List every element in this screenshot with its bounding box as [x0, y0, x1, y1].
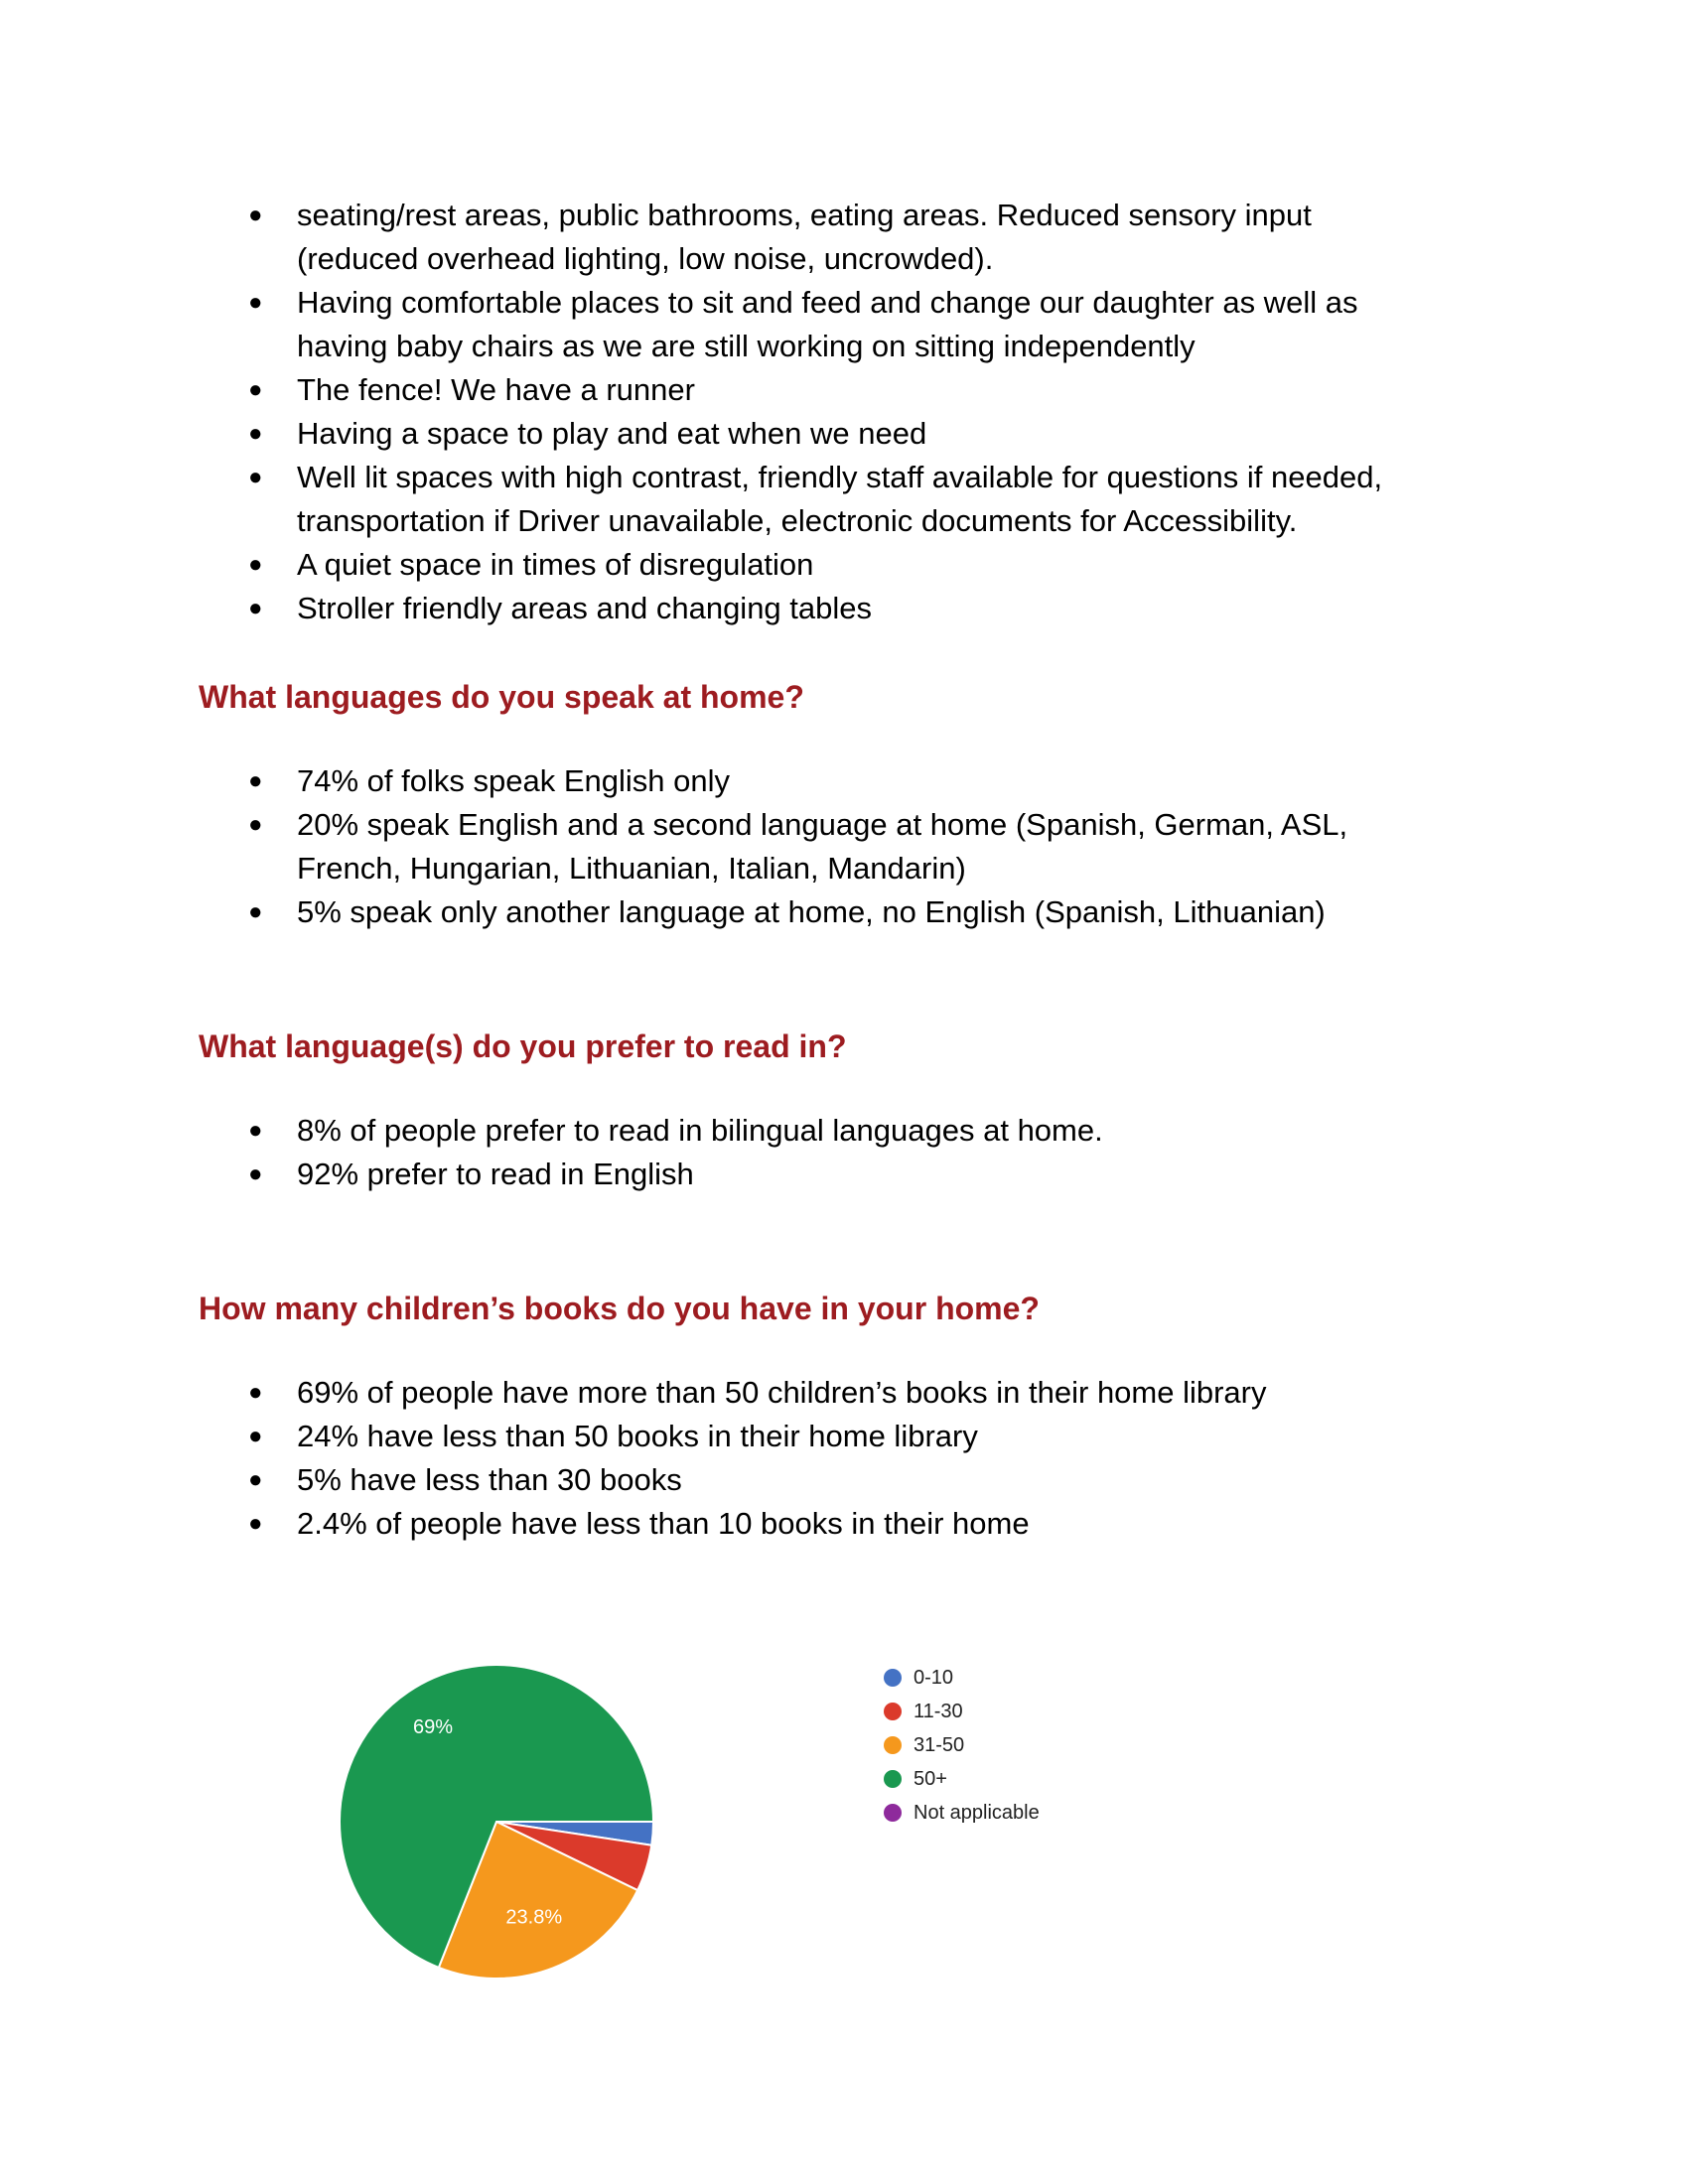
legend-label: Not applicable: [914, 1801, 1040, 1824]
bullet-icon: ●: [248, 811, 263, 838]
bullet-icon: ●: [248, 1423, 263, 1449]
list-item: [248, 1153, 1499, 1196]
pie-legend: [884, 1661, 1040, 1830]
pie-slice-label: 23.8%: [505, 1906, 563, 1929]
bullet-icon: ●: [248, 1117, 263, 1144]
heading-languages-home: What languages do you speak at home?: [199, 679, 804, 715]
list-item-line: transportation if Driver unavailable, electronic documents for Accessibility.: [297, 503, 1298, 538]
list-item-line: having baby chairs as we are still working on sitting independently: [297, 329, 1196, 363]
legend-label: 31-50: [914, 1733, 965, 1756]
bullet-icon: ●: [248, 202, 263, 228]
list-item-line: Having comfortable places to sit and feed and change our daughter as well as: [297, 285, 1358, 320]
bullet-icon: ●: [248, 1379, 263, 1406]
legend-item: [884, 1796, 1040, 1830]
list-item-line: Stroller friendly areas and changing tables: [297, 591, 873, 625]
bullet-icon: ●: [248, 595, 263, 621]
heading-reading-language: What language(s) do you prefer to read in?: [199, 1028, 847, 1064]
list-item: [248, 759, 1499, 803]
list-item-line: 8% of people prefer to read in bilingual languages at home.: [297, 1113, 1103, 1148]
legend-item: [884, 1762, 1040, 1796]
list-item-line: (reduced overhead lighting, low noise, uncrowded).: [297, 241, 994, 276]
bullet-icon: ●: [248, 1510, 263, 1537]
pie-slice-label: 69%: [413, 1716, 454, 1739]
legend-label: 50+: [914, 1767, 947, 1790]
languages-home-bullet-list: [248, 759, 1499, 934]
bullet-icon: ●: [248, 420, 263, 447]
legend-item: [884, 1695, 1040, 1728]
list-item: [248, 368, 1499, 412]
list-item-line: 92% prefer to read in English: [297, 1157, 694, 1191]
list-item: [248, 456, 1499, 543]
list-item-line: The fence! We have a runner: [297, 372, 695, 407]
legend-swatch: [884, 1703, 902, 1720]
legend-swatch: [884, 1669, 902, 1687]
list-item-line: French, Hungarian, Lithuanian, Italian, Mandarin): [297, 851, 966, 886]
list-item: [248, 1502, 1499, 1546]
bullet-icon: ●: [248, 551, 263, 578]
list-item-line: 2.4% of people have less than 10 books in their home: [297, 1506, 1030, 1541]
list-item-line: A quiet space in times of disregulation: [297, 547, 814, 582]
legend-swatch: [884, 1770, 902, 1788]
bullet-icon: ●: [248, 289, 263, 316]
bullet-icon: ●: [248, 376, 263, 403]
legend-swatch: [884, 1736, 902, 1754]
list-item: [248, 412, 1499, 456]
list-item: [248, 543, 1499, 587]
list-item-line: 69% of people have more than 50 children’s books in their home library: [297, 1375, 1267, 1410]
intro-bullet-list: [248, 194, 1499, 630]
legend-label: 11-30: [914, 1700, 963, 1722]
bullet-icon: ●: [248, 898, 263, 925]
list-item: [248, 1415, 1499, 1458]
list-item: [248, 890, 1499, 934]
books-pie-chart: [328, 1643, 725, 2010]
list-item-line: 74% of folks speak English only: [297, 763, 730, 798]
list-item-line: seating/rest areas, public bathrooms, eating areas. Reduced sensory input: [297, 198, 1312, 232]
list-item: [248, 587, 1499, 630]
legend-item: [884, 1661, 1040, 1695]
legend-swatch: [884, 1804, 902, 1822]
list-item-line: 5% have less than 30 books: [297, 1462, 682, 1497]
legend-label: 0-10: [914, 1666, 954, 1689]
bullet-icon: ●: [248, 767, 263, 794]
bullet-icon: ●: [248, 1160, 263, 1187]
list-item-line: 24% have less than 50 books in their home library: [297, 1419, 978, 1453]
heading-childrens-books: How many children’s books do you have in your home?: [199, 1291, 1040, 1326]
bullet-icon: ●: [248, 464, 263, 490]
list-item-line: Well lit spaces with high contrast, friendly staff available for questions if needed,: [297, 460, 1383, 494]
bullet-icon: ●: [248, 1466, 263, 1493]
list-item: [248, 1458, 1499, 1502]
list-item: [248, 1109, 1499, 1153]
list-item: [248, 194, 1499, 281]
legend-item: [884, 1728, 1040, 1762]
list-item-line: 5% speak only another language at home, no English (Spanish, Lithuanian): [297, 894, 1326, 929]
childrens-books-bullet-list: [248, 1371, 1499, 1546]
list-item-line: 20% speak English and a second language at home (Spanish, German, ASL,: [297, 807, 1348, 842]
list-item: [248, 803, 1499, 890]
list-item: [248, 1371, 1499, 1415]
list-item-line: Having a space to play and eat when we need: [297, 416, 927, 451]
reading-language-bullet-list: [248, 1109, 1499, 1196]
list-item: [248, 281, 1499, 368]
